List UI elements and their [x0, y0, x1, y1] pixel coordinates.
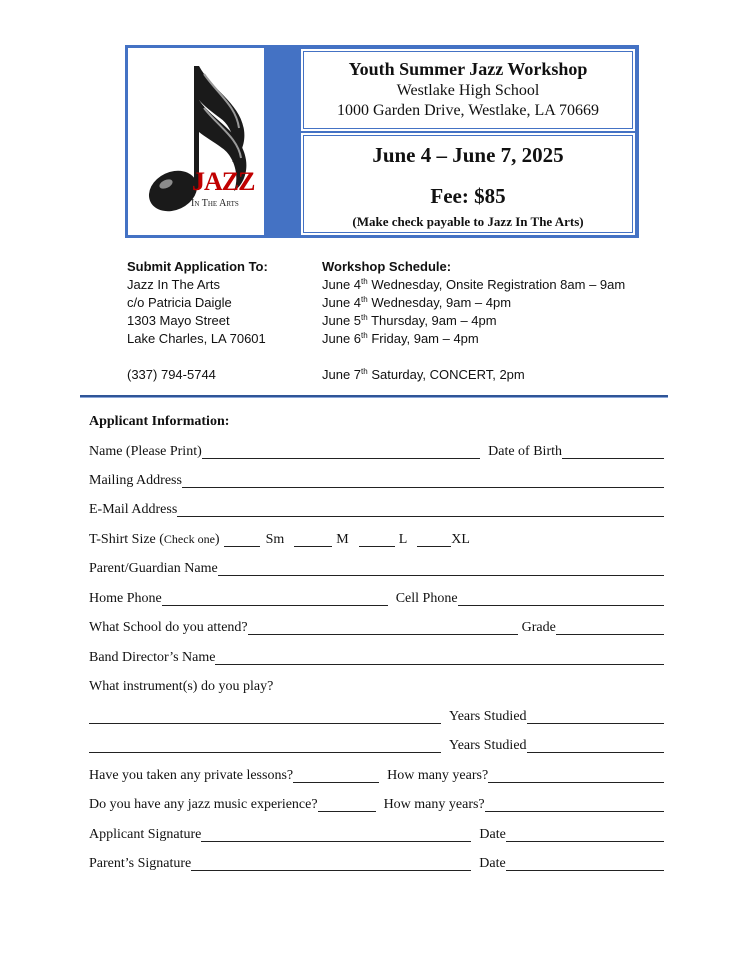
phone-row [89, 589, 664, 609]
private-lessons-label: Have you taken any private lessons? [89, 768, 294, 783]
private-lessons-field[interactable] [293, 768, 379, 783]
band-director-label: Band Director’s Name [89, 650, 216, 665]
jazz-experience-row [89, 795, 664, 815]
mailing-row [89, 471, 664, 491]
applicant-date-label: Date [479, 827, 506, 842]
applicant-info-heading-row [89, 412, 664, 432]
tshirt-m-blank[interactable] [294, 532, 332, 547]
applicant-signature-row [89, 825, 664, 845]
schedule-item: June 5th Thursday, 9am – 4pm [322, 313, 497, 328]
parent-signature-field[interactable] [191, 856, 471, 871]
logo-in-the-arts-text: In The Arts [191, 198, 239, 209]
instrument-row [89, 677, 664, 697]
grade-field[interactable] [556, 620, 664, 635]
name-label: Name (Please Print) [89, 444, 202, 459]
instrument-entry-row [89, 707, 664, 727]
jazz-in-the-arts-logo [128, 48, 264, 235]
private-lessons-row [89, 766, 664, 786]
band-director-row [89, 648, 664, 668]
jazz-experience-label: Do you have any jazz music experience? [89, 797, 318, 812]
jazz-experience-field[interactable] [318, 797, 376, 812]
mailing-field[interactable] [182, 473, 664, 488]
school-row [89, 618, 664, 638]
tshirt-sm-blank[interactable] [224, 532, 260, 547]
instrument-field[interactable] [89, 709, 441, 724]
dob-field[interactable] [562, 444, 664, 459]
years-studied-label: Years Studied [449, 738, 527, 753]
how-many-years-label: How many years? [383, 797, 485, 812]
event-address: 1000 Garden Drive, Westlake, LA 70669 [337, 102, 599, 119]
parent-signature-row [89, 854, 664, 874]
submit-line: c/o Patricia Daigle [127, 295, 232, 310]
parent-signature-label: Parent’s Signature [89, 856, 192, 871]
tshirt-row [89, 530, 664, 550]
applicant-signature-label: Applicant Signature [89, 827, 202, 842]
event-dates: June 4 – June 7, 2025 [372, 143, 564, 167]
applicant-signature-field[interactable] [201, 827, 471, 842]
parent-date-label: Date [479, 856, 506, 871]
schedule-item-concert: June 7th Saturday, CONCERT, 2pm [322, 367, 525, 382]
check-payable-note: (Make check payable to Jazz In The Arts) [352, 214, 584, 229]
name-row [89, 442, 664, 462]
schedule-heading: Workshop Schedule: [322, 259, 452, 274]
parent-name-label: Parent/Guardian Name [89, 561, 218, 576]
mailing-label: Mailing Address [89, 473, 182, 488]
parent-date-field[interactable] [506, 856, 664, 871]
how-many-years-field[interactable] [488, 768, 664, 783]
schedule-item: June 4th Wednesday, 9am – 4pm [322, 295, 512, 310]
submit-line: 1303 Mayo Street [127, 313, 230, 328]
tshirt-m-label: M [336, 532, 349, 547]
event-title: Youth Summer Jazz Workshop [348, 59, 588, 79]
name-field[interactable] [202, 444, 480, 459]
submit-line: Jazz In The Arts [127, 277, 220, 292]
school-label: What School do you attend? [89, 620, 248, 635]
event-fee: Fee: $85 [430, 184, 506, 208]
grade-label: Grade [521, 620, 556, 635]
event-school: Westlake High School [396, 82, 540, 99]
email-field[interactable] [177, 502, 664, 517]
schedule-item: June 4th Wednesday, Onsite Registration 8am – 9am [322, 277, 626, 292]
parent-name-row [89, 559, 664, 579]
email-label: E-Mail Address [89, 502, 178, 517]
submit-phone: (337) 794-5744 [127, 367, 216, 382]
email-row [89, 500, 664, 520]
tshirt-sm-label: Sm [265, 532, 285, 547]
tshirt-l-label: L [398, 532, 408, 547]
dob-label: Date of Birth [488, 444, 562, 459]
instrument-entry-row [89, 736, 664, 756]
schedule-item: June 6th Friday, 9am – 4pm [322, 331, 479, 346]
tshirt-xl-blank[interactable] [417, 532, 451, 547]
cell-phone-field[interactable] [458, 591, 664, 606]
tshirt-l-blank[interactable] [359, 532, 395, 547]
applicant-info-heading: Applicant Information: [89, 414, 230, 429]
section-divider [80, 395, 668, 397]
how-many-years-field[interactable] [485, 797, 664, 812]
cell-phone-label: Cell Phone [395, 591, 458, 606]
home-phone-field[interactable] [162, 591, 388, 606]
school-field[interactable] [248, 620, 518, 635]
years-studied-label: Years Studied [449, 709, 527, 724]
tshirt-label: T-Shirt Size (Check one) [89, 532, 220, 547]
instrument-field[interactable] [89, 738, 441, 753]
years-studied-field[interactable] [527, 738, 664, 753]
tshirt-xl-label: XL [451, 532, 470, 547]
home-phone-label: Home Phone [89, 591, 162, 606]
submit-heading: Submit Application To: [127, 259, 268, 274]
band-director-field[interactable] [215, 650, 664, 665]
workshop-header [125, 45, 639, 238]
event-info-panel [301, 49, 635, 131]
submit-line: Lake Charles, LA 70601 [127, 331, 266, 346]
parent-name-field[interactable] [218, 561, 664, 576]
logo-jazz-text: JAZZ [192, 167, 255, 196]
date-fee-panel [301, 133, 635, 235]
how-many-years-label: How many years? [387, 768, 489, 783]
applicant-date-field[interactable] [506, 827, 664, 842]
years-studied-field[interactable] [527, 709, 664, 724]
workshop-schedule [322, 258, 625, 384]
submit-address-block [127, 258, 268, 384]
instrument-label: What instrument(s) do you play? [89, 679, 274, 694]
